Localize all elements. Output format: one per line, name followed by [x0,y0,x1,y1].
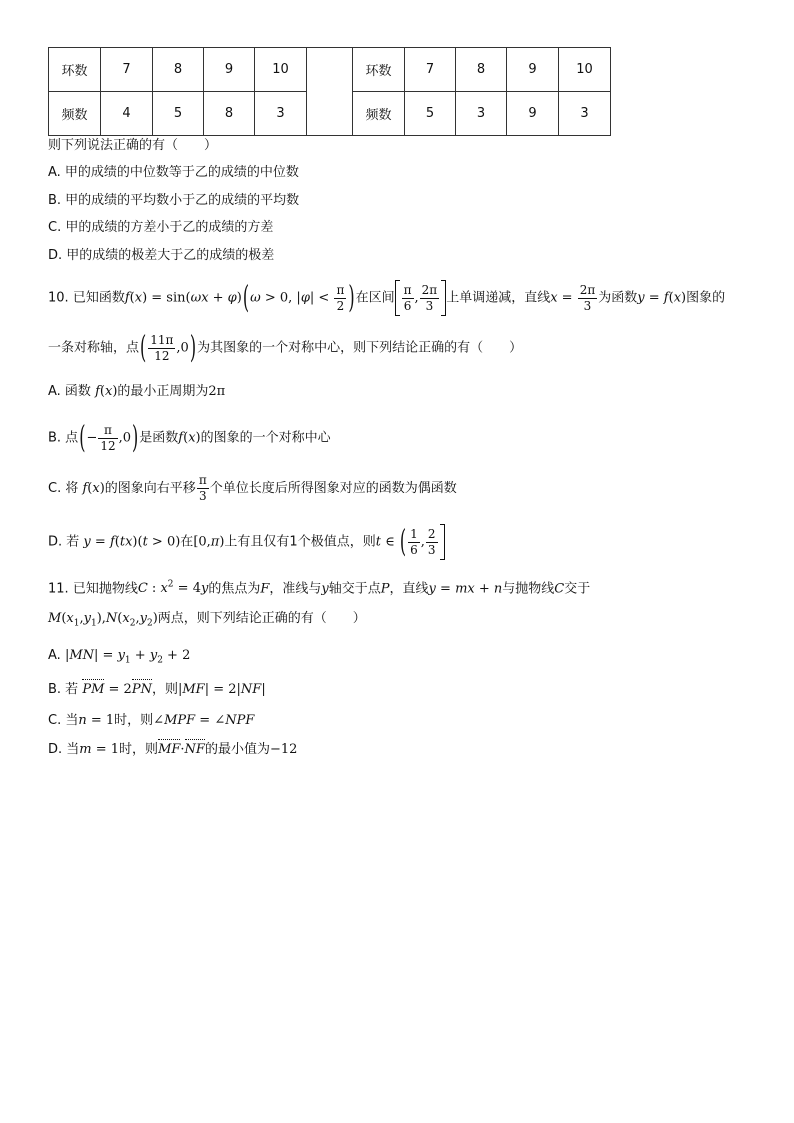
table-cell: 3 [456,92,507,136]
q10-text: 已知函数 [72,290,125,306]
frequency-table [48,47,611,136]
table-cell: 10 [255,48,307,92]
q10-option-b: B. 点(− $\frac{\pi}{12}$ ,0)是函数f(x)的图象的一个对称中心 [48,419,331,456]
option-text: B. 若 [48,682,79,697]
q11-text: 与抛物线 [502,581,555,597]
q10-option-a: A. 函数 f(x)的最小正周期为2π [48,384,226,399]
option-text: 时，则 [119,742,159,757]
option-text: 个单位长度后所得图象对应的函数为偶函数 [209,481,457,496]
table-cell: 频数 [353,92,405,136]
q10-text: 上单调递减，直线 [446,290,551,306]
option-text: B. 点 [48,430,79,446]
option-text: 的最小正周期为 [117,384,209,399]
q11-text: ，准线与 [269,581,322,597]
q9-stem: 则下列说法正确的有（ ） [48,138,218,153]
q11-text: 交于 [564,581,591,597]
option-text: 的图象的一个对称中心 [200,430,331,446]
option-text: D. 当 [48,742,80,757]
q10-text: 为其图象的一个对称中心，则下列结论正确的有（ ） [197,340,523,356]
q11-number: 11. [48,581,69,597]
table-row [49,48,611,92]
q10-number: 10. [48,290,69,306]
option-text: 的图象向右平移 [104,481,196,496]
table-cell: 3 [559,92,611,136]
q11-text: 的焦点为 [208,581,261,597]
table-cell: 9 [507,48,559,92]
q11-option-a: A. $|MN| = y_1 + y_2 + 2$ [48,648,191,666]
option-text: C. 将 [48,481,79,496]
q10-stem-line1: 10. 已知函数f(x) = sin(ωx + φ)(ω > 0, |φ| < $\frac{\pi}{2}$ )在区间 $\frac{\pi}{6}$ , $\frac{2\pi}{3}$ 上单调递减，直线x = $\frac{2\pi}{3}$ 为函数y = f(x)图象的 [48,279,726,316]
table-cell: 8 [204,92,255,136]
option-text: 是函数 [139,430,179,446]
option-text: C. 当 [48,713,79,728]
q9-option-d: D. 甲的成绩的极差大于乙的成绩的极差 [48,248,275,263]
option-text: 上有且仅有1个极值点，则 [224,534,376,550]
fraction: $\frac{\pi}{2}$ [336,282,345,313]
q10-stem-line2: 一条对称轴，点( $\frac{11\pi}{12}$ ,0)为其图象的一个对称中心，则下列结论正确的有（ ） [48,329,523,366]
q9-option-b: B. 甲的成绩的平均数小于乙的成绩的平均数 [48,193,300,208]
table-cell: 频数 [49,92,101,136]
option-text: 在 [180,534,194,550]
q11-text: ，直线 [389,581,429,597]
option-text: ，则 [151,682,178,697]
q11-option-c: C. 当n = 1时，则∠MPF = ∠NPF [48,713,255,728]
q11-option-d: D. 当m = 1时，则MF·NF的最小值为−12 [48,740,297,760]
q11-stem-line2: $M(x_1,y_1),N(x_2,y_2)$两点，则下列结论正确的有（ ） [48,611,366,629]
table-cell: 4 [101,92,153,136]
option-text: A. [48,648,61,663]
table-cell: 8 [153,48,204,92]
option-text: 时，则 [114,713,154,728]
q10-option-d: D. 若 y = f(tx)(t > 0)在[0,π)上有且仅有1个极值点，则t ∈ ( $\frac{1}{6}$ , $\frac{2}{3}$ [48,524,445,560]
table-cell: 5 [405,92,456,136]
q11-text: 两点，则下列结论正确的有（ ） [157,611,366,626]
table-cell: 环数 [49,48,101,92]
q10-text: 图象的 [686,290,726,306]
table-cell: 10 [559,48,611,92]
q10-option-c: C. 将 f(x)的图象向右平移 $\frac{\pi}{3}$ 个单位长度后所得图象对应的函数为偶函数 [48,473,457,503]
table-cell: 3 [255,92,307,136]
option-text: D. 若 [48,534,80,550]
q11-text: 已知抛物线 [72,581,138,597]
table-cell: 5 [153,92,204,136]
table-cell: 9 [204,48,255,92]
option-text: 的最小值为 [204,742,270,757]
table-cell: 7 [101,48,153,92]
q11-stem-line1: 11. 已知抛物线C : $x^2 = 4y$的焦点为F，准线与y轴交于点P，直线y = mx + n与抛物线C交于 [48,580,591,597]
table-cell: 9 [507,92,559,136]
q10-text: 在区间 [355,290,395,306]
q10-function-def: f(x) = sin(ωx + φ) [124,290,242,306]
q10-text: 为函数 [598,290,638,306]
table-cell: 8 [456,48,507,92]
q11-option-b: B. 若 PM = 2PN，则|MF| = 2|NF| [48,680,266,700]
table-cell: 环数 [353,48,405,92]
q9-option-c: C. 甲的成绩的方差小于乙的成绩的方差 [48,220,274,235]
table-gap-cell [307,48,353,136]
q9-option-a: A. 甲的成绩的中位数等于乙的成绩的中位数 [48,165,299,180]
table-cell: 7 [405,48,456,92]
q10-text: 一条对称轴，点 [48,340,140,356]
option-text: A. 函数 [48,384,91,399]
q11-text: 轴交于点 [328,581,381,597]
